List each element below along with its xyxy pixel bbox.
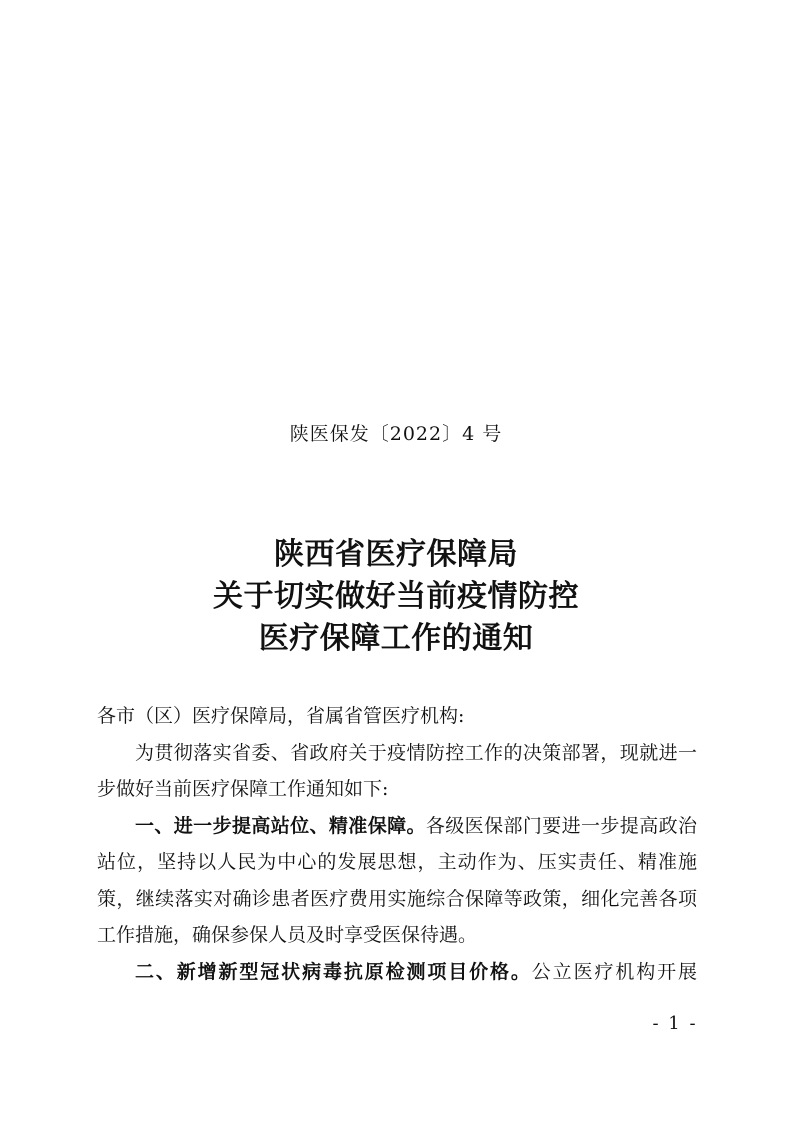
title-line-3: 医疗保障工作的通知 bbox=[258, 621, 534, 656]
section-2-paragraph bbox=[97, 954, 697, 991]
page-number: - 1 - bbox=[652, 1013, 698, 1034]
section-1-text: 各级医保部门要进一步提高政治站位，坚持以人民为中心的发展思想，主动作为、压实责任、精准施策，继续落实对确诊患者医疗费用实施综合保障等政策，细化完善各项工作措施，确保参保人员及时享受医保待遇。 bbox=[97, 814, 697, 946]
document-body bbox=[97, 698, 697, 990]
section-1-heading: 一、进一步提高站位、精准保障。 bbox=[135, 814, 426, 837]
document-title bbox=[0, 534, 792, 660]
section-2-text: 公立医疗机构开展 bbox=[531, 960, 697, 983]
section-1-paragraph bbox=[97, 808, 697, 954]
document-number: 陕医保发〔2022〕4 号 bbox=[289, 423, 503, 445]
intro-paragraph: 为贯彻落实省委、省政府关于疫情防控工作的决策部署，现就进一步做好当前医疗保障工作通知如下: bbox=[97, 741, 697, 800]
salutation: 各市（区）医疗保障局，省属省管医疗机构: bbox=[97, 705, 465, 727]
section-2-heading: 二、新增新型冠状病毒抗原检测项目价格。 bbox=[135, 960, 532, 983]
title-line-1: 陕西省医疗保障局 bbox=[274, 537, 518, 572]
title-line-2: 关于切实做好当前疫情防控 bbox=[213, 579, 579, 614]
